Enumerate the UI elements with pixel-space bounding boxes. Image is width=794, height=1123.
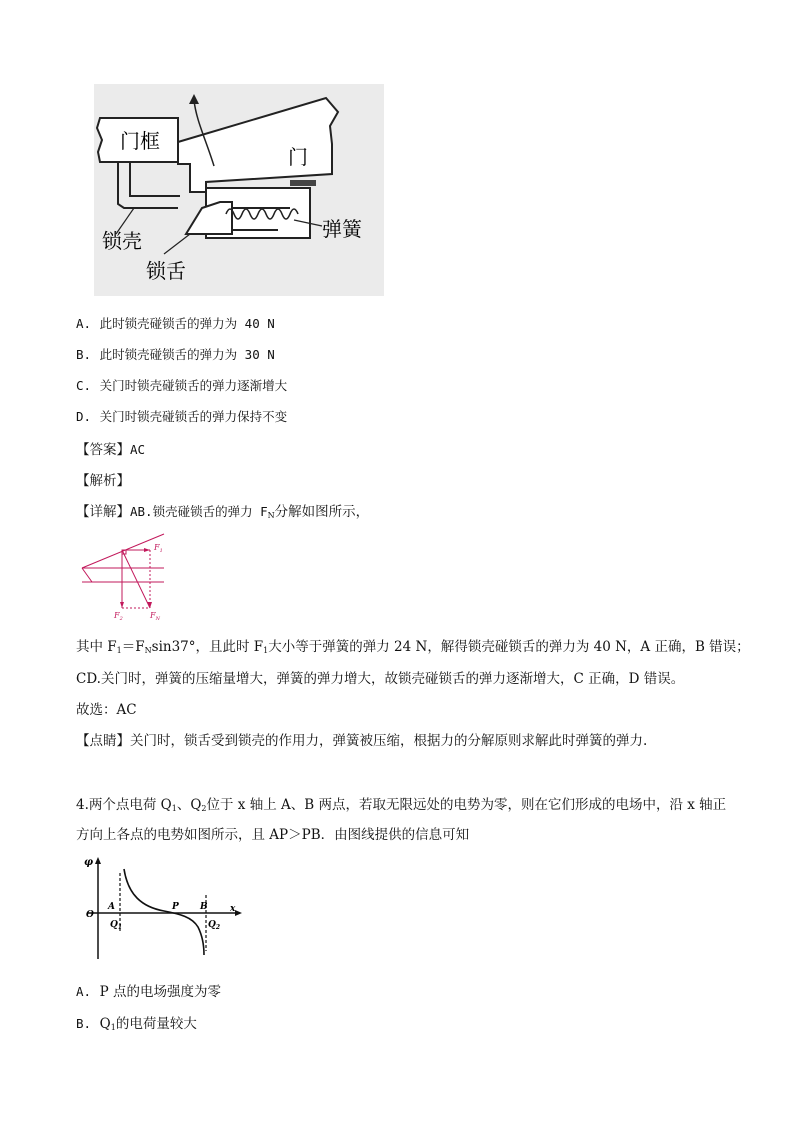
- explain-line-1: 其中 $F_1=F_N\sin 37^\circ$，且此时 $F_1$大小等于弹簧的弹力 24 N，解得锁壳碰锁舌的弹力为 40 N，A 正确，B 错误；: [76, 639, 750, 655]
- svg-text:φ: φ: [84, 857, 94, 868]
- point-line: 【点睛】关门时，锁舌受到锁壳的作用力，弹簧被压缩，根据力的分解原则求解此时弹簧的弹力.: [76, 733, 648, 749]
- choice-line: 故选：AC: [76, 702, 137, 718]
- q4-option-b: B. $Q_1$的电荷量较大: [76, 1016, 197, 1032]
- svg-text:O: O: [86, 910, 94, 920]
- option-a: A. 此时锁壳碰锁舌的弹力为 40 N: [76, 316, 275, 331]
- svg-text:Q1: $Q_1$: [110, 920, 123, 931]
- door-label: 门: [288, 145, 308, 169]
- svg-text:F2: $F_2$: [114, 611, 123, 622]
- point-label: 【点睛】: [76, 733, 130, 749]
- detail-label: 【详解】: [76, 504, 130, 520]
- lock-tongue-label: 锁舌: [146, 259, 186, 283]
- analysis-label: 【解析】: [76, 473, 130, 489]
- option-c: C. 关门时锁壳碰锁舌的弹力逐渐增大: [76, 378, 288, 393]
- potential-graph-figure: [80, 855, 250, 963]
- lock-case-label: 锁壳: [102, 229, 142, 253]
- svg-text:FN: $F_N$: [150, 611, 160, 622]
- door-frame-label: 门框: [120, 129, 160, 153]
- svg-text:Q2: $Q_2$: [208, 920, 221, 931]
- force-decomposition-figure: [80, 528, 170, 622]
- svg-text:A: A: [108, 902, 115, 912]
- option-d: D. 关门时锁壳碰锁舌的弹力保持不变: [76, 409, 288, 424]
- door-lock-figure: [94, 84, 384, 296]
- svg-text:F1: $F_1$: [154, 543, 163, 554]
- option-b: B. 此时锁壳碰锁舌的弹力为 30 N: [76, 347, 275, 362]
- spring-label: 弹簧: [322, 217, 362, 241]
- q4-line-1: 4.两个点电荷 $Q_1$、$Q_2$位于 x 轴上 A、B 两点，若取无限远处的电势为零，则在它们形成的电场中，沿 x 轴正: [76, 797, 727, 813]
- q4-option-a: A. P 点的电场强度为零: [76, 984, 222, 1000]
- svg-text:B: B: [200, 902, 208, 912]
- answer-label: 【答案】: [76, 442, 130, 458]
- answer-value: AC: [130, 442, 146, 457]
- explain-line-2: CD.关门时，弹簧的压缩量增大，弹簧的弹力增大，故锁壳碰锁舌的弹力逐渐增大，C 正确，D 错误。: [76, 671, 685, 687]
- svg-text:x: x: [230, 904, 236, 914]
- svg-text:P: P: [172, 902, 179, 912]
- q4-line-2: 方向上各点的电势如图所示，且 AP＞PB．由图线提供的信息可知: [76, 827, 470, 843]
- answer-line: [76, 438, 145, 458]
- detail-line: 【详解】AB.锁壳碰锁舌的弹力 $F_N$分解如图所示，: [76, 504, 370, 520]
